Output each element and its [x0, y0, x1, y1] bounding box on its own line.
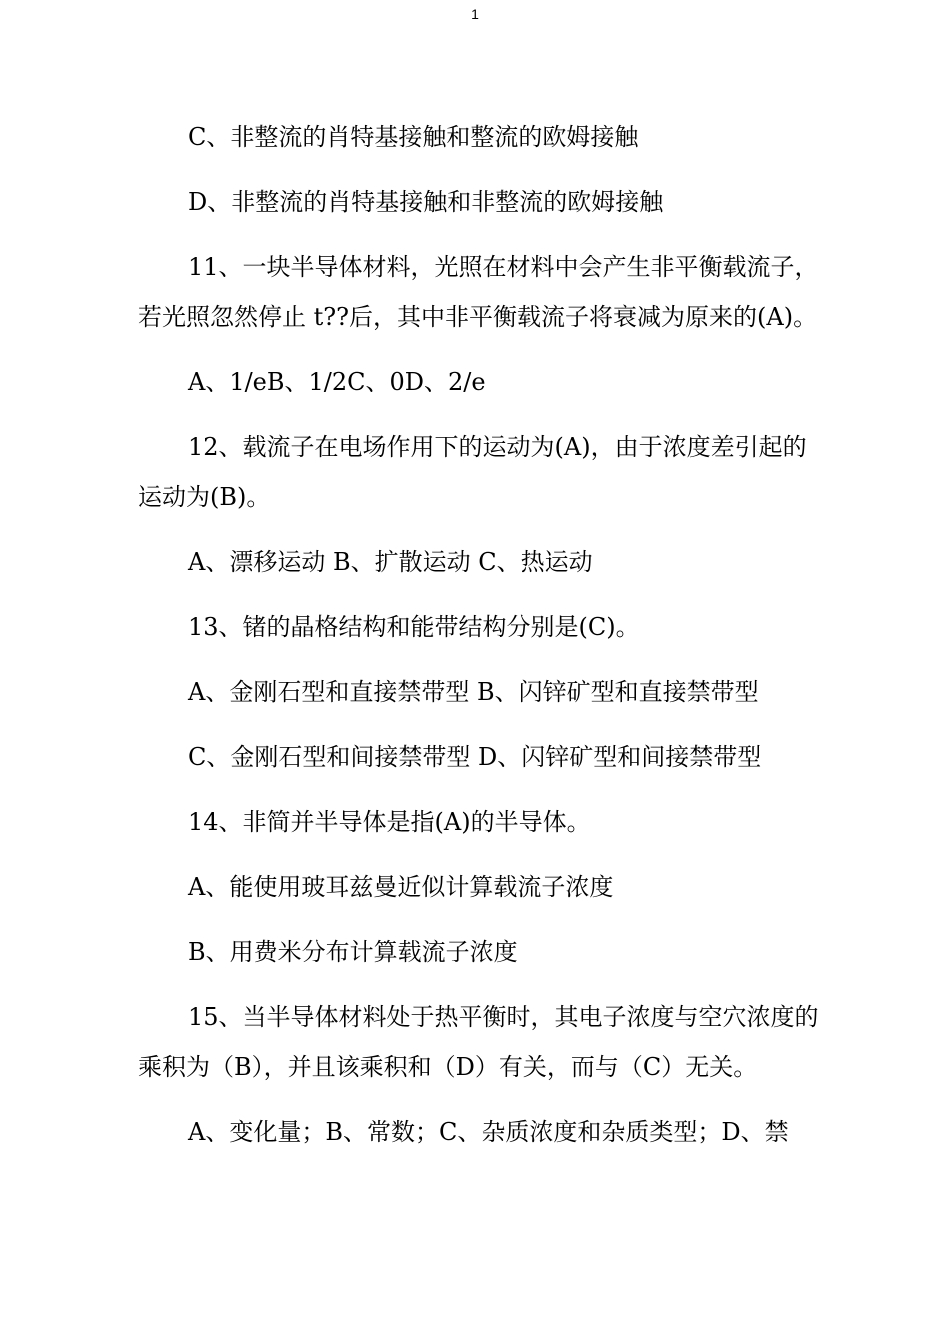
option-d-contact: D、非整流的肖特基接触和非整流的欧姆接触 — [188, 188, 664, 216]
question-13-options-ab: A、金刚石型和直接禁带型 B、闪锌矿型和直接禁带型 — [188, 678, 759, 706]
document-body — [138, 112, 828, 1172]
option-c-contact: C、非整流的肖特基接触和整流的欧姆接触 — [188, 123, 639, 151]
question-12: 12、载流子在电场作用下的运动为(A)，由于浓度差引起的运动为(B)。 — [138, 433, 807, 511]
question-14: 14、非简并半导体是指(A)的半导体。 — [188, 808, 591, 836]
question-13: 13、锗的晶格结构和能带结构分别是(C)。 — [188, 613, 640, 641]
question-12-options: A、漂移运动 B、扩散运动 C、热运动 — [188, 548, 593, 576]
question-11-options: A、1/eB、1/2C、0D、2/e — [188, 368, 486, 396]
question-14-option-b: B、用费米分布计算载流子浓度 — [188, 938, 518, 966]
question-15-options: A、变化量；B、常数；C、杂质浓度和杂质类型；D、禁 — [188, 1118, 789, 1146]
question-13-options-cd: C、金刚石型和间接禁带型 D、闪锌矿型和间接禁带型 — [188, 743, 762, 771]
question-15: 15、当半导体材料处于热平衡时，其电子浓度与空穴浓度的乘积为（B），并且该乘积和（D）有关，而与（C）无关。 — [138, 1003, 819, 1081]
question-11: 11、一块半导体材料，光照在材料中会产生非平衡载流子，若光照忽然停止 t??后，其中非平衡载流子将衰减为原来的(A)。 — [138, 253, 819, 331]
page-number: 1 — [471, 6, 479, 22]
question-14-option-a: A、能使用玻耳兹曼近似计算载流子浓度 — [188, 873, 614, 901]
